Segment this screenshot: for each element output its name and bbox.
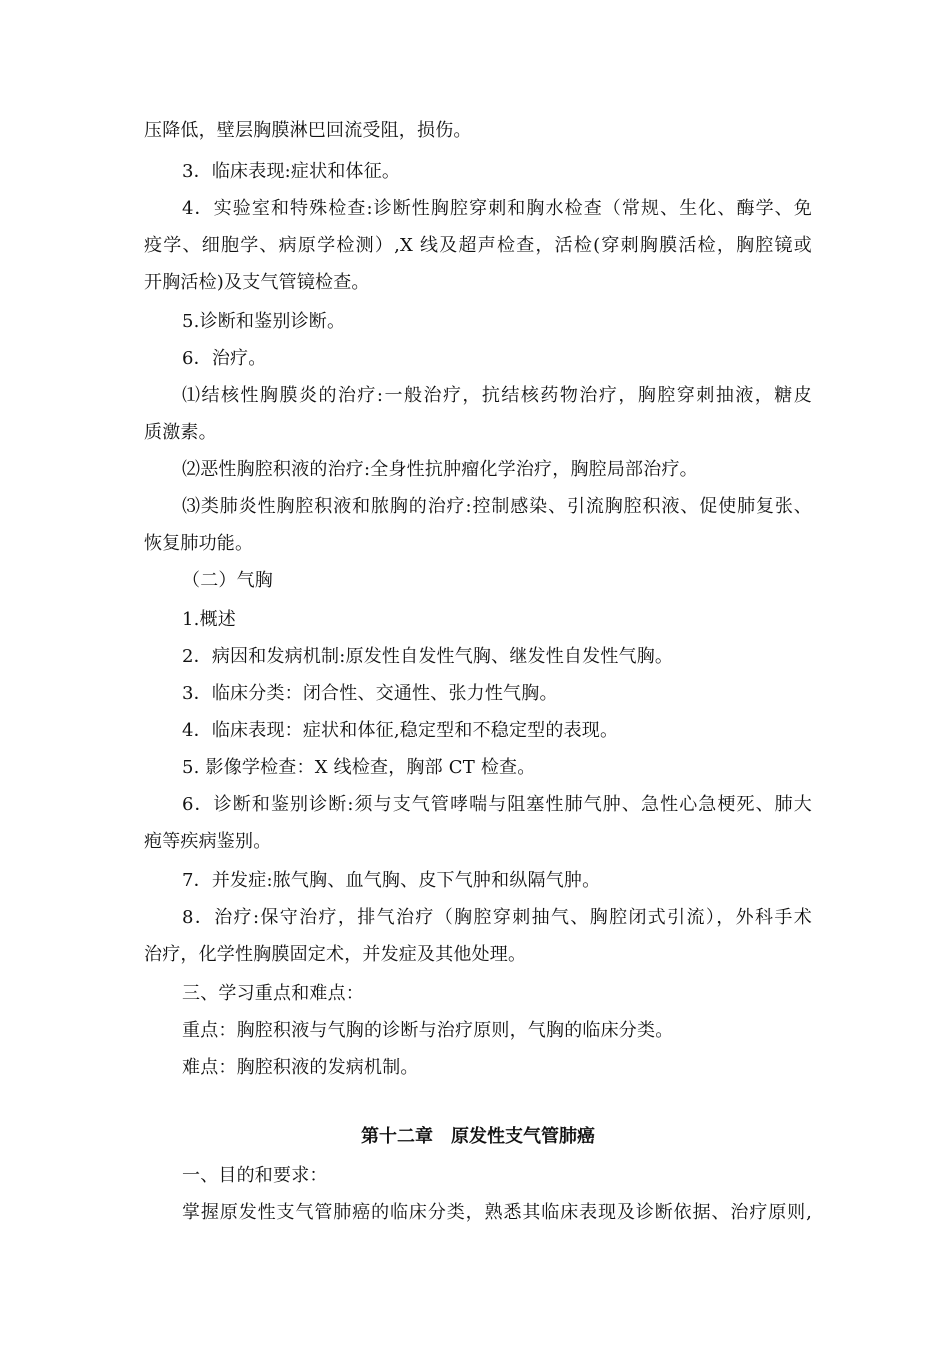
text-line: 质激素。 bbox=[144, 422, 217, 443]
text-line: 重点：胸腔积液与气胸的诊断与治疗原则，气胸的临床分类。 bbox=[182, 1020, 674, 1041]
text-line: ⑵恶性胸腔积液的治疗:全身性抗肿瘤化学治疗，胸腔局部治疗。 bbox=[182, 459, 698, 480]
text-line: 5.诊断和鉴别诊断。 bbox=[182, 311, 346, 332]
text-line: 6．诊断和鉴别诊断:须与支气管哮喘与阻塞性肺气肿、急性心急梗死、肺大 bbox=[182, 794, 812, 815]
text-line: 4．临床表现：症状和体征,稳定型和不稳定型的表现。 bbox=[182, 720, 619, 741]
text-line: 6．治疗。 bbox=[182, 348, 267, 369]
text-line: 疱等疾病鉴别。 bbox=[144, 831, 272, 852]
text-line: 2．病因和发病机制:原发性自发性气胸、继发性自发性气胸。 bbox=[182, 646, 674, 667]
text-line: 3．临床表现:症状和体征。 bbox=[182, 161, 401, 182]
text-line: 8．治疗:保守治疗，排气治疗（胸腔穿刺抽气、胸腔闭式引流），外科手术 bbox=[182, 907, 812, 928]
text-line: 3．临床分类：闭合性、交通性、张力性气胸。 bbox=[182, 683, 558, 704]
text-line: 5. 影像学检查：X 线检查，胸部 CT 检查。 bbox=[182, 757, 536, 778]
chapter-title: 第十二章 原发性支气管肺癌 bbox=[361, 1126, 595, 1147]
text-line: 掌握原发性支气管肺癌的临床分类，熟悉其临床表现及诊断依据、治疗原则, bbox=[182, 1202, 812, 1223]
section-heading: 三、学习重点和难点： bbox=[182, 983, 364, 1004]
text-line: 恢复肺功能。 bbox=[144, 533, 254, 554]
section-heading: （二）气胸 bbox=[182, 570, 273, 591]
text-line: 7．并发症:脓气胸、血气胸、皮下气肿和纵隔气肿。 bbox=[182, 870, 601, 891]
text-line: 治疗，化学性胸膜固定术，并发症及其他处理。 bbox=[144, 944, 527, 965]
text-line: 压降低，壁层胸膜淋巴回流受阻，损伤。 bbox=[144, 120, 472, 141]
text-line: 开胸活检)及支气管镜检查。 bbox=[144, 272, 370, 293]
text-line: 4．实验室和特殊检查:诊断性胸腔穿刺和胸水检查（常规、生化、酶学、免 bbox=[182, 198, 812, 219]
text-line: ⑴结核性胸膜炎的治疗:一般治疗，抗结核药物治疗，胸腔穿刺抽液，糖皮 bbox=[182, 385, 812, 406]
text-line: 疫学、细胞学、病原学检测）,X 线及超声检查，活检(穿刺胸膜活检，胸腔镜或 bbox=[144, 235, 812, 256]
text-line: 难点：胸腔积液的发病机制。 bbox=[182, 1057, 419, 1078]
section-heading: 一、目的和要求： bbox=[182, 1165, 328, 1186]
text-line: ⑶类肺炎性胸腔积液和脓胸的治疗:控制感染、引流胸腔积液、促使肺复张、 bbox=[182, 496, 812, 517]
text-line: 1.概述 bbox=[182, 609, 236, 630]
